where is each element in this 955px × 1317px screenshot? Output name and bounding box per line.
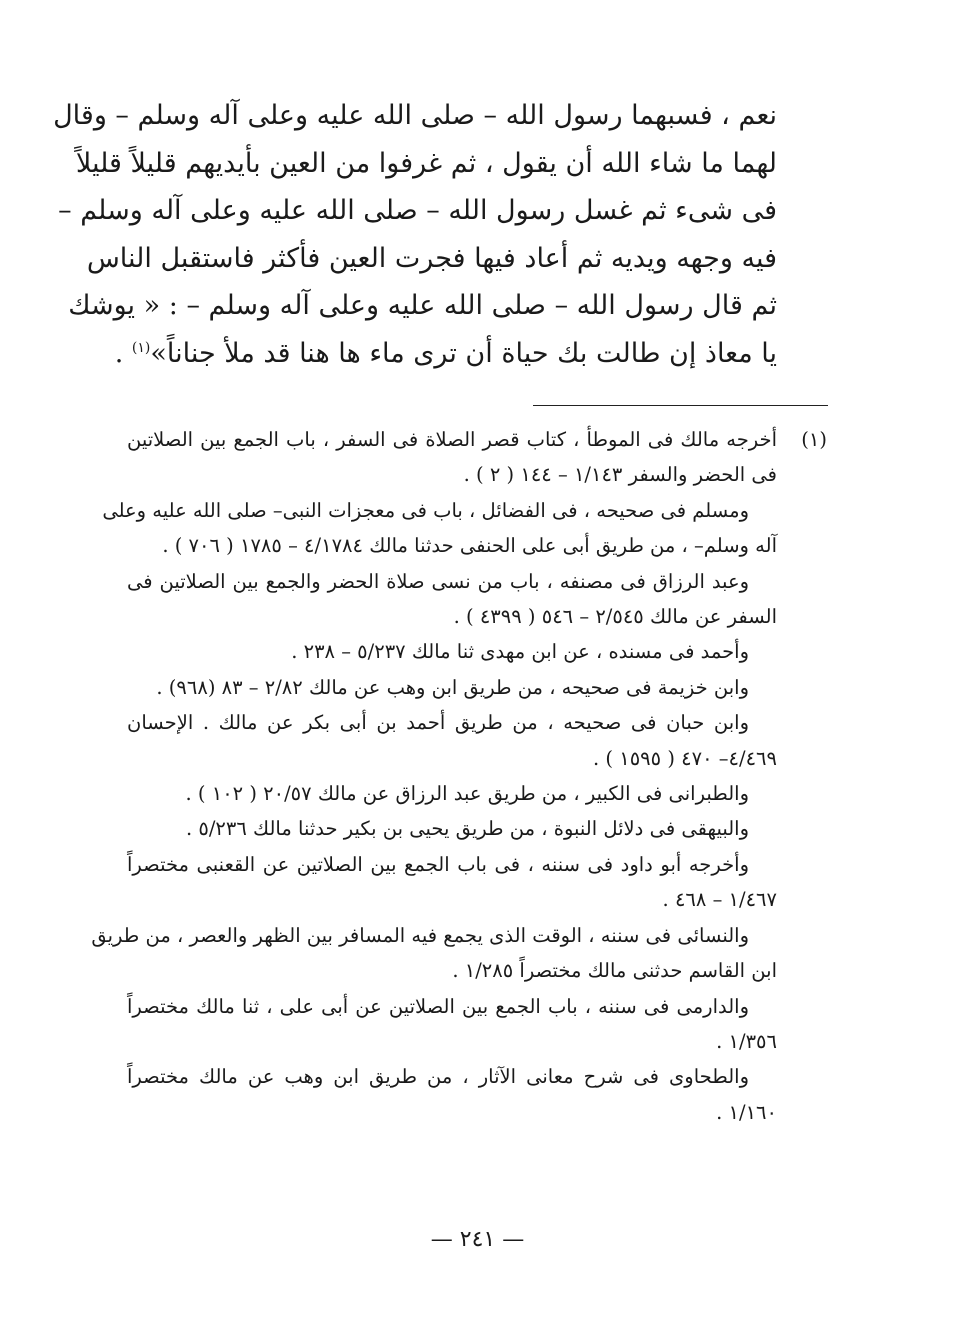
footnote-line: وأخرجه أبو داود فى سننه ، فى باب الجمع بين الصلاتين عن القعنبى مختصراً (127, 852, 749, 876)
footnote-line: ابن القاسم حدثنى مالك مختصراً ١/٢٨٥ . (452, 959, 777, 983)
footnote-line: والطحاوى فى شرح معانى الآثار ، من طريق ابن وهب عن مالك مختصراً (127, 1065, 749, 1089)
footnote-line: ١/٤٦٧ – ٤٦٨ . (662, 888, 777, 912)
footnote-line: وابن حبان فى صحيحه ، من طريق أحمد بن أبى بكر عن مالك . الإحسان (127, 711, 749, 735)
main-text-line: ثم قال رسول الله – صلى الله عليه وعلى آله وسلم – : « يوشك (68, 290, 777, 321)
footnote-line: والدارمى فى سننه ، باب الجمع بين الصلاتين عن أبى على ، ثنا مالك مختصراً (127, 994, 749, 1018)
main-text-line: يا معاذ إن طالت بك حياة أن ترى ماء ها هنا قد ملأ جناناً» (150, 337, 777, 369)
footnote-separator (533, 405, 828, 406)
footnote-line: أخرجه مالك فى الموطأ ، كتاب قصر الصلاة فى السفر ، باب الجمع بين الصلاتين (127, 428, 777, 451)
main-text-line: فيه وجهه ويديه ثم أعاد فيها فجرت العين فأكثر فاستقبل الناس (86, 242, 777, 274)
footnote-line: السفر عن مالك ٢/٥٤٥ – ٥٤٦ ( ٤٣٩٩ ) . (453, 605, 777, 629)
footnote-line: ١/٣٥٦ . (716, 1029, 777, 1053)
final-period: . (114, 337, 132, 369)
main-text-block (53, 92, 777, 377)
footnote-line: والطبرانى فى الكبير ، من طريق عبد الرزاق عن مالك ٢٠/٥٧ ( ١٠٢ ) . (185, 782, 749, 806)
footnote-line: والبيهقى فى دلائل النبوة ، من طريق يحيى بن بكير حدثنا مالك ٥/٢٣٦ . (185, 817, 749, 841)
footnote-line: ١/١٦٠ . (716, 1100, 777, 1124)
footnote-line: ومسلم فى صحيحه ، فى الفضائل ، باب فى معجزات النبى– صلى الله عليه وعلى (102, 498, 749, 522)
footnote-reference[interactable]: (١) (131, 339, 151, 356)
main-text-line: فى شىء ثم غسل رسول الله – صلى الله عليه وعلى آله وسلم – (58, 195, 777, 226)
footnote-line: فى الحضر والسفر ١/١٤٣ – ١٤٤ ( ٢ ) . (463, 463, 777, 487)
footnote-marker: (١) (801, 428, 827, 451)
main-text-last-line (114, 330, 777, 378)
page-number: — ٢٤١ — (430, 1227, 525, 1252)
footnote-line: والنسائى فى سننه ، الوقت الذى يجمع فيه المسافر بين الظهر والعصر ، من طريق (91, 923, 749, 947)
footnote-line: وابن خزيمة فى صحيحه ، من طريق ابن وهب عن مالك ٢/٨٢ – ٨٣ (٩٦٨) . (156, 675, 749, 699)
main-text-line: نعم ، فسبهما رسول الله – صلى الله عليه وعلى آله وسلم – وقال (53, 100, 777, 131)
footnote-line: ٤/٤٦٩– ٤٧٠ ( ١٥٩٥ ) . (593, 746, 777, 770)
footnotes-block (91, 422, 827, 1130)
footnote-line: آله وسلم– ، من طريق أبى على الحنفى حدثنا مالك ٤/١٧٨٤ – ١٧٨٥ ( ٧٠٦ ) . (162, 534, 777, 558)
main-text-line: لهما ما شاء الله أن يقول ، ثم غرفوا من العين بأيديهم قليلاً قليلاً (75, 147, 777, 179)
footnote-line: وأحمد فى مسنده ، عن ابن مهدى ثنا مالك ٥/٢٣٧ – ٢٣٨ . (291, 640, 749, 664)
footnote-line: وعبد الرزاق فى مصنفه ، باب من نسى صلاة الحضر والجمع بين الصلاتين فى (127, 569, 749, 593)
